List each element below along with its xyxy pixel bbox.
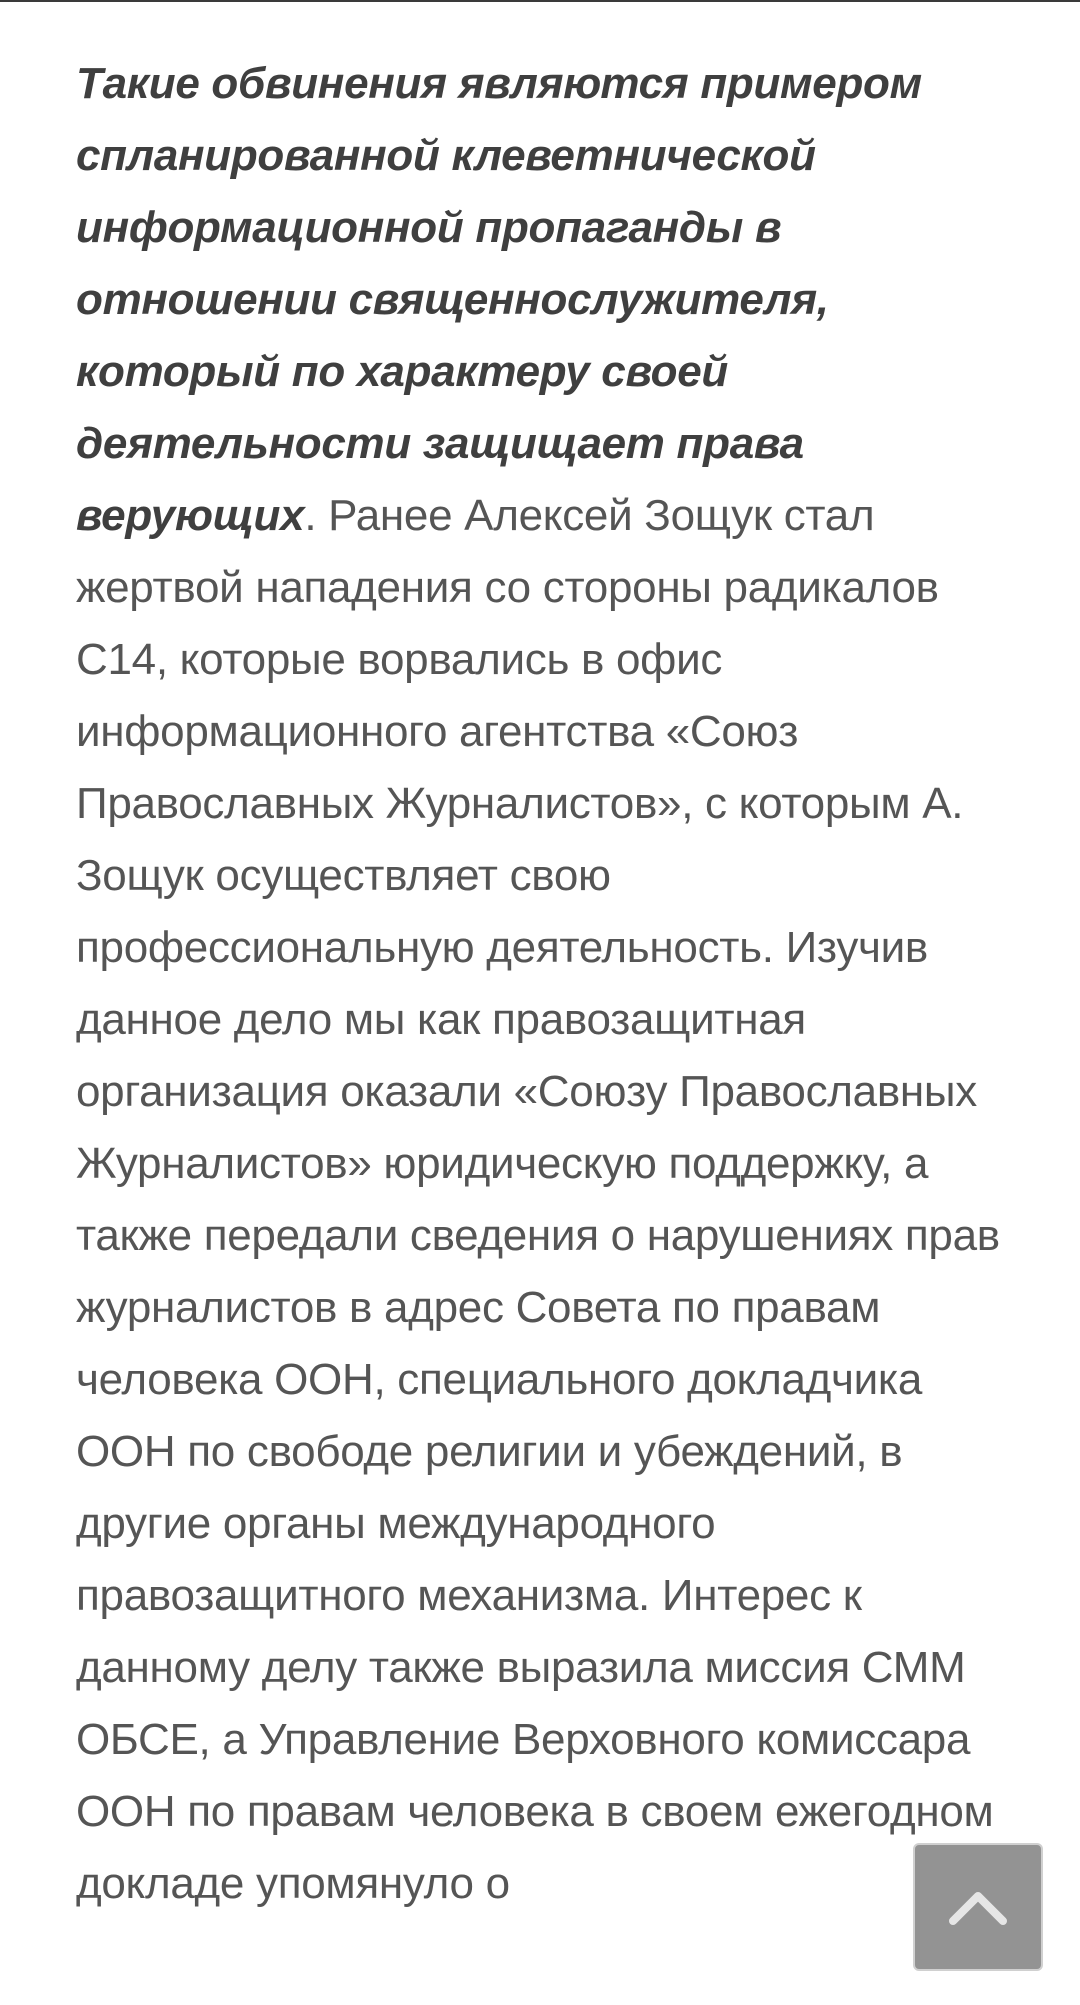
top-divider: [0, 0, 1080, 2]
chevron-up-icon: [949, 1889, 1007, 1925]
article-text: [76, 48, 1016, 1920]
scroll-to-top-button[interactable]: [913, 1843, 1043, 1971]
article-paragraph: [76, 48, 1016, 1920]
article-emphasis: Такие обвинения являются примером спланированной клеветнической информационной пропаганды в отношении священнослужителя, который по характеру своей деятельности защищает права верующих: [76, 59, 922, 540]
article-body: . Ранее Алексей Зощук стал жертвой нападения со стороны радикалов С14, которые ворвались в офис информационного агентства «Союз Православных Журналистов», с которым А. Зощук осуществляет свою профессиональную деятельность. Изучив данное дело мы как правозащитная организация оказали «Союзу Православных Журналистов» юридическую поддержку, а также передали сведения о нарушениях прав журналистов в адрес Совета по правам человека ООН, специального докладчика ООН по свободе религии и убеждений, в другие органы международного правозащитного механизма. Интерес к данному делу также выразила миссия СММ ОБСЕ, а Управление Верховного комиссара ООН по правам человека в своем ежегодном докладе упомянуло о: [76, 491, 1000, 1908]
